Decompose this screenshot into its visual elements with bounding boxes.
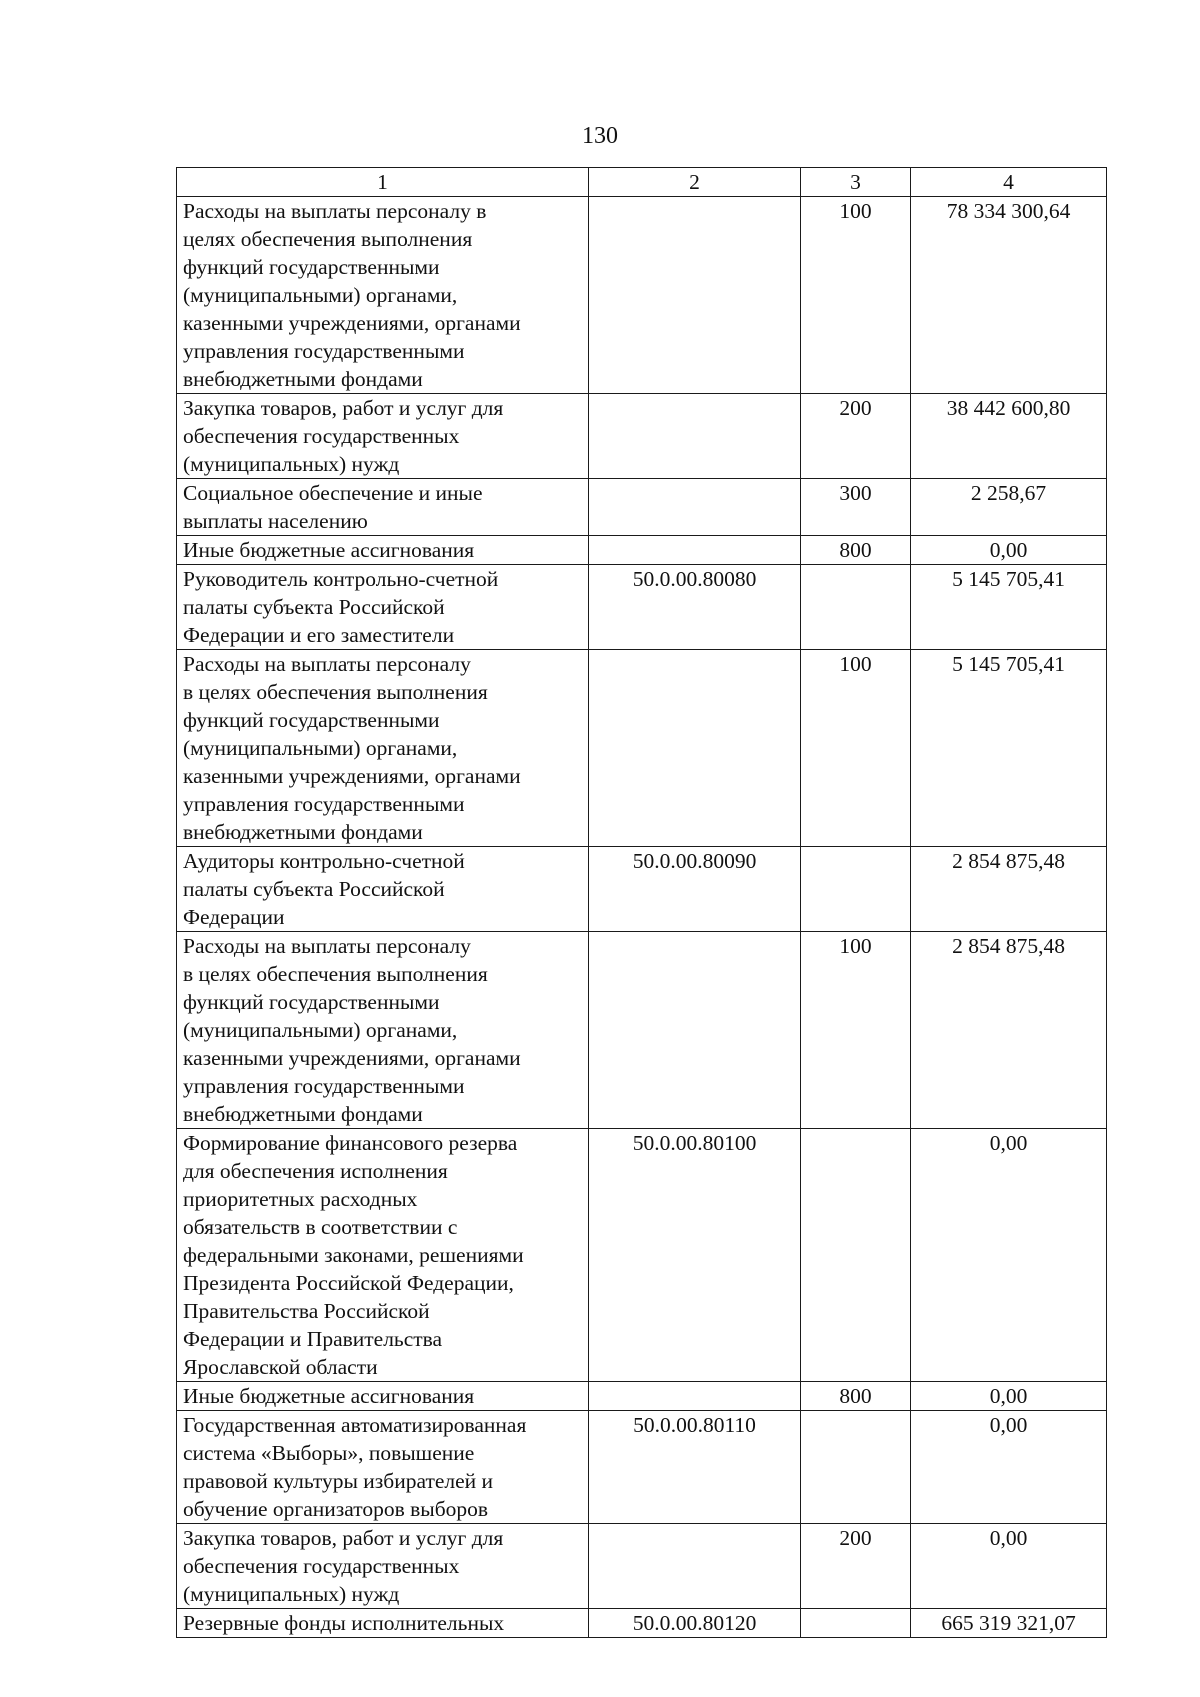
target-code-cell bbox=[589, 1382, 801, 1411]
expense-type-cell: 100 bbox=[801, 650, 911, 847]
table-header-row bbox=[177, 168, 1107, 197]
table-row bbox=[177, 197, 1107, 394]
expense-type-cell: 100 bbox=[801, 932, 911, 1129]
table-row bbox=[177, 536, 1107, 565]
expense-name-cell: Расходы на выплаты персоналу в целях обеспечения выполнения функций государственными (муниципальными) органами, казенными учреждениями, органами управления государственными внебюджетными фондами bbox=[177, 650, 589, 847]
expense-name-cell: Расходы на выплаты персоналу в целях обеспечения выполнения функций государственными (муниципальными) органами, казенными учреждениями, органами управления государственными внебюджетными фондами bbox=[177, 197, 589, 394]
amount-cell: 665 319 321,07 bbox=[911, 1609, 1107, 1638]
header-col-3: 3 bbox=[801, 168, 911, 197]
table-row bbox=[177, 1129, 1107, 1382]
table-row bbox=[177, 1609, 1107, 1638]
table-row bbox=[177, 565, 1107, 650]
page-number: 130 bbox=[582, 123, 618, 149]
expense-type-cell bbox=[801, 565, 911, 650]
expense-type-cell bbox=[801, 1609, 911, 1638]
table-row bbox=[177, 1411, 1107, 1524]
amount-cell: 0,00 bbox=[911, 1411, 1107, 1524]
expense-name-cell: Государственная автоматизированная система «Выборы», повышение правовой культуры избирателей и обучение организаторов выборов bbox=[177, 1411, 589, 1524]
table-row bbox=[177, 847, 1107, 932]
target-code-cell bbox=[589, 932, 801, 1129]
amount-cell: 5 145 705,41 bbox=[911, 650, 1107, 847]
expense-name-cell: Социальное обеспечение и иные выплаты населению bbox=[177, 479, 589, 536]
expense-type-cell bbox=[801, 1129, 911, 1382]
expense-name-cell: Закупка товаров, работ и услуг для обеспечения государственных (муниципальных) нужд bbox=[177, 394, 589, 479]
table-row bbox=[177, 650, 1107, 847]
target-code-cell: 50.0.00.80110 bbox=[589, 1411, 801, 1524]
target-code-cell bbox=[589, 650, 801, 847]
target-code-cell bbox=[589, 536, 801, 565]
expense-name-cell: Формирование финансового резерва для обеспечения исполнения приоритетных расходных обязательств в соответствии с федеральными законами, решениями Президента Российской Федерации, Правительства Российской Федерации и Правительства Ярославской области bbox=[177, 1129, 589, 1382]
amount-cell: 2 854 875,48 bbox=[911, 847, 1107, 932]
target-code-cell: 50.0.00.80090 bbox=[589, 847, 801, 932]
header-col-1: 1 bbox=[177, 168, 589, 197]
amount-cell: 0,00 bbox=[911, 1382, 1107, 1411]
amount-cell: 38 442 600,80 bbox=[911, 394, 1107, 479]
target-code-cell bbox=[589, 197, 801, 394]
target-code-cell: 50.0.00.80120 bbox=[589, 1609, 801, 1638]
amount-cell: 0,00 bbox=[911, 1524, 1107, 1609]
amount-cell: 5 145 705,41 bbox=[911, 565, 1107, 650]
expense-type-cell bbox=[801, 847, 911, 932]
expense-type-cell: 200 bbox=[801, 394, 911, 479]
expense-type-cell: 800 bbox=[801, 536, 911, 565]
expense-name-cell: Иные бюджетные ассигнования bbox=[177, 536, 589, 565]
target-code-cell: 50.0.00.80100 bbox=[589, 1129, 801, 1382]
expense-name-cell: Резервные фонды исполнительных bbox=[177, 1609, 589, 1638]
budget-table bbox=[176, 167, 1107, 1638]
budget-table-body bbox=[177, 168, 1107, 1638]
expense-type-cell: 100 bbox=[801, 197, 911, 394]
table-row bbox=[177, 1382, 1107, 1411]
target-code-cell bbox=[589, 1524, 801, 1609]
expense-type-cell: 200 bbox=[801, 1524, 911, 1609]
table-row bbox=[177, 479, 1107, 536]
amount-cell: 78 334 300,64 bbox=[911, 197, 1107, 394]
expense-name-cell: Руководитель контрольно-счетной палаты субъекта Российской Федерации и его заместители bbox=[177, 565, 589, 650]
expense-type-cell: 300 bbox=[801, 479, 911, 536]
target-code-cell: 50.0.00.80080 bbox=[589, 565, 801, 650]
header-col-4: 4 bbox=[911, 168, 1107, 197]
target-code-cell bbox=[589, 394, 801, 479]
amount-cell: 2 258,67 bbox=[911, 479, 1107, 536]
expense-name-cell: Иные бюджетные ассигнования bbox=[177, 1382, 589, 1411]
table-row bbox=[177, 932, 1107, 1129]
expense-type-cell bbox=[801, 1411, 911, 1524]
expense-type-cell: 800 bbox=[801, 1382, 911, 1411]
target-code-cell bbox=[589, 479, 801, 536]
amount-cell: 2 854 875,48 bbox=[911, 932, 1107, 1129]
amount-cell: 0,00 bbox=[911, 536, 1107, 565]
table-row bbox=[177, 394, 1107, 479]
expense-name-cell: Аудиторы контрольно-счетной палаты субъекта Российской Федерации bbox=[177, 847, 589, 932]
table-row bbox=[177, 1524, 1107, 1609]
amount-cell: 0,00 bbox=[911, 1129, 1107, 1382]
expense-name-cell: Закупка товаров, работ и услуг для обеспечения государственных (муниципальных) нужд bbox=[177, 1524, 589, 1609]
header-col-2: 2 bbox=[589, 168, 801, 197]
expense-name-cell: Расходы на выплаты персоналу в целях обеспечения выполнения функций государственными (муниципальными) органами, казенными учреждениями, органами управления государственными внебюджетными фондами bbox=[177, 932, 589, 1129]
